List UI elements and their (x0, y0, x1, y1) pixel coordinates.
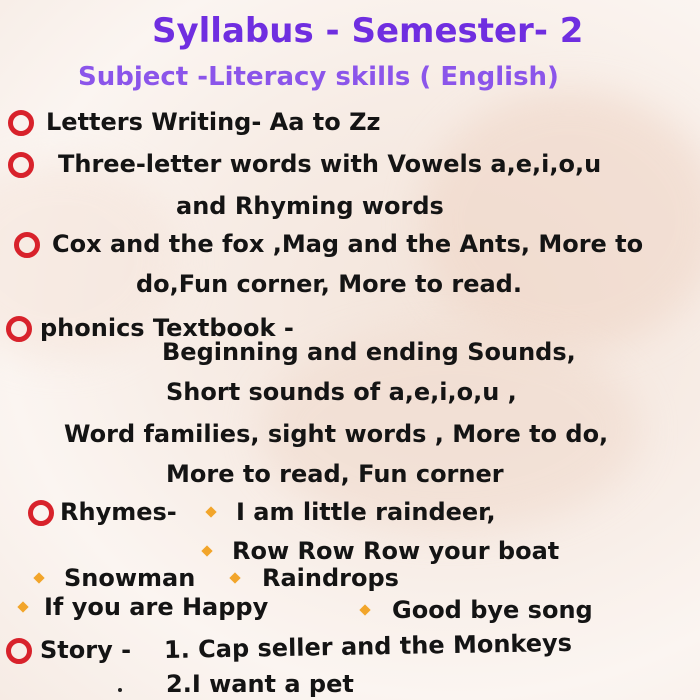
phonics-label: phonics Textbook - (40, 314, 294, 342)
orange-diamond-icon (205, 506, 216, 517)
story-label: Story - (40, 636, 132, 664)
story-item: 2.I want a pet (166, 670, 354, 698)
red-ring-icon (6, 316, 32, 342)
phonics-line: Short sounds of a,e,i,o,u , (166, 378, 517, 406)
item-cox-line2: do,Fun corner, More to read. (136, 270, 522, 298)
orange-diamond-icon (229, 572, 240, 583)
rhyme-item: Good bye song (392, 596, 593, 624)
stray-dot (118, 688, 122, 692)
red-ring-icon (8, 110, 34, 136)
rhyme-item: Raindrops (262, 564, 399, 592)
orange-diamond-icon (17, 601, 28, 612)
rhymes-label: Rhymes- (60, 498, 177, 526)
red-ring-icon (28, 500, 54, 526)
background-wash (420, 90, 700, 350)
orange-diamond-icon (33, 572, 44, 583)
orange-diamond-icon (201, 545, 212, 556)
item-three-letter-line1: Three-letter words with Vowels a,e,i,o,u (58, 150, 602, 178)
rhyme-item: Snowman (64, 564, 196, 592)
story-item: 1. Cap seller and the Monkeys (163, 628, 573, 664)
red-ring-icon (6, 638, 32, 664)
rhyme-item: Row Row Row your boat (232, 537, 560, 565)
rhyme-item: If you are Happy (44, 593, 269, 621)
phonics-line: More to read, Fun corner (166, 460, 504, 488)
red-ring-icon (14, 232, 40, 258)
red-ring-icon (8, 152, 34, 178)
item-letters: Letters Writing- Aa to Zz (46, 108, 381, 136)
rhyme-item: I am little raindeer, (236, 498, 496, 526)
item-cox-line1: Cox and the fox ,Mag and the Ants, More to (52, 230, 644, 258)
page-title: Syllabus - Semester- 2 (152, 11, 584, 51)
page-subtitle: Subject -Literacy skills ( English) (78, 62, 559, 92)
orange-diamond-icon (359, 604, 370, 615)
item-three-letter-line2: and Rhyming words (176, 192, 444, 220)
phonics-line: Word families, sight words , More to do, (64, 420, 609, 448)
phonics-line: Beginning and ending Sounds, (162, 338, 576, 366)
